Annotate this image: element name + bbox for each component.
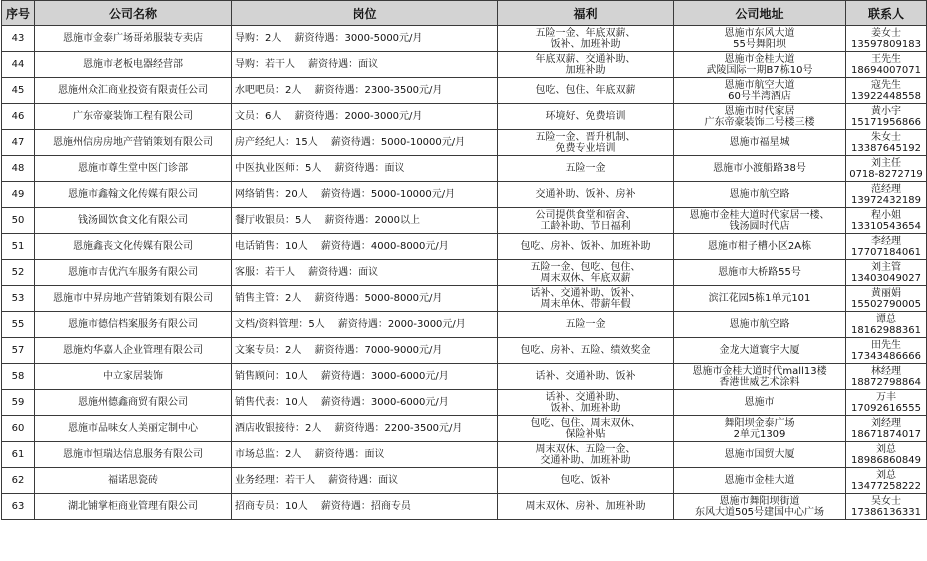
address-cell-line: 恩施市金桂大道时代家居一楼、 — [689, 209, 830, 221]
position-cell: 招商专员：10人 薪资待遇：招商专员 — [232, 494, 498, 520]
address-cell-line: 恩施市国贸大厦 — [724, 449, 795, 460]
welfare-cell-line: 环境好、免费培训 — [545, 111, 626, 122]
address-cell — [674, 260, 846, 286]
header-welfare: 福利 — [498, 1, 674, 26]
contact-cell — [846, 130, 927, 156]
contact-cell-line: 黄丽娟 — [871, 287, 901, 299]
address-cell — [674, 52, 846, 78]
welfare-cell — [498, 312, 674, 338]
table-row — [2, 390, 927, 416]
company-name: 恩施市德信档案服务有限公司 — [35, 312, 232, 338]
position-cell: 中医执业医师：5人 薪资待遇：面议 — [232, 156, 498, 182]
welfare-cell-line: 包吃、房补、五险、绩效奖金 — [520, 345, 651, 356]
contact-cell — [846, 26, 927, 52]
address-cell-line: 恩施市航空路 — [729, 319, 790, 330]
address-cell-line: 恩施市柑子槽小区2A栋 — [707, 241, 812, 252]
contact-cell-line: 万丰 — [876, 391, 896, 403]
company-name: 恩施市鑫翰文化传媒有限公司 — [35, 182, 232, 208]
contact-cell — [846, 260, 927, 286]
contact-cell — [846, 208, 927, 234]
row-index: 45 — [2, 78, 35, 104]
contact-cell — [846, 104, 927, 130]
address-cell — [674, 26, 846, 52]
address-cell — [674, 182, 846, 208]
row-index: 43 — [2, 26, 35, 52]
address-cell-line: 恩施市航空大道 — [724, 79, 795, 91]
welfare-cell-line: 五险一金、包吃、包住、 — [530, 261, 641, 273]
table-row — [2, 364, 927, 390]
welfare-cell-line: 话补、交通补助、饭补、 — [530, 287, 641, 299]
address-cell — [674, 364, 846, 390]
welfare-cell — [498, 234, 674, 260]
position-cell: 电话销售：10人 薪资待遇：4000-8000元/月 — [232, 234, 498, 260]
address-cell-line: 香港世威艺术涂料 — [719, 376, 800, 388]
table-row — [2, 52, 927, 78]
row-index: 57 — [2, 338, 35, 364]
contact-cell-line: 李经理 — [871, 235, 901, 247]
address-cell — [674, 338, 846, 364]
welfare-cell-line: 周末双休、五险一金、 — [535, 443, 636, 455]
row-index: 55 — [2, 312, 35, 338]
welfare-cell-line: 保险补贴 — [565, 428, 606, 440]
contact-cell-line: 18671874017 — [851, 428, 921, 440]
row-index: 59 — [2, 390, 35, 416]
address-cell — [674, 78, 846, 104]
company-name: 恩施市吉优汽车服务有限公司 — [35, 260, 232, 286]
address-cell-line: 恩施市金桂大道时代mall13楼 — [692, 365, 827, 377]
contact-cell-line: 18986860849 — [851, 454, 921, 466]
address-cell — [674, 104, 846, 130]
address-cell-line: 东风大道505号建国中心广场 — [694, 506, 825, 518]
contact-cell — [846, 390, 927, 416]
company-name: 中立家居装饰 — [35, 364, 232, 390]
address-cell-line: 武陵国际一期B7栋10号 — [706, 64, 813, 76]
header-row — [2, 1, 927, 26]
position-cell: 销售代表：10人 薪资待遇：3000-6000元/月 — [232, 390, 498, 416]
contact-cell — [846, 468, 927, 494]
contact-cell-line: 程小姐 — [871, 209, 901, 221]
contact-cell-line: 王先生 — [871, 53, 901, 65]
contact-cell-line: 18872798864 — [851, 376, 921, 388]
table-row — [2, 286, 927, 312]
row-index: 48 — [2, 156, 35, 182]
company-name: 钱汤圆饮食文化有限公司 — [35, 208, 232, 234]
company-name: 恩施鑫丧文化传媒有限公司 — [35, 234, 232, 260]
position-cell: 网络销售：20人 薪资待遇：5000-10000元/月 — [232, 182, 498, 208]
contact-cell — [846, 78, 927, 104]
company-name: 恩施市恒瑞达信息服务有限公司 — [35, 442, 232, 468]
row-index: 53 — [2, 286, 35, 312]
row-index: 62 — [2, 468, 35, 494]
address-cell-line: 恩施市大桥路55号 — [718, 267, 801, 278]
address-cell — [674, 416, 846, 442]
row-index: 50 — [2, 208, 35, 234]
position-cell: 文员：6人 薪资待遇：2000-3000元/月 — [232, 104, 498, 130]
contact-cell-line: 范经理 — [871, 183, 901, 195]
welfare-cell — [498, 78, 674, 104]
table-row — [2, 78, 927, 104]
table-row — [2, 26, 927, 52]
contact-cell — [846, 312, 927, 338]
contact-cell-line: 13310543654 — [851, 220, 921, 232]
contact-cell-line: 13972432189 — [851, 194, 921, 206]
position-cell: 市场总监：2人 薪资待遇：面议 — [232, 442, 498, 468]
welfare-cell-line: 五险一金 — [565, 163, 606, 174]
contact-cell-line: 18162988361 — [851, 324, 921, 336]
contact-cell — [846, 416, 927, 442]
header-index: 序号 — [2, 1, 35, 26]
row-index: 61 — [2, 442, 35, 468]
welfare-cell — [498, 260, 674, 286]
position-cell: 业务经理：若干人 薪资待遇：面议 — [232, 468, 498, 494]
company-name: 恩施灼华嘉人企业管理有限公司 — [35, 338, 232, 364]
table-row — [2, 260, 927, 286]
table-row — [2, 234, 927, 260]
position-cell: 房产经纪人：15人 薪资待遇：5000-10000元/月 — [232, 130, 498, 156]
address-cell — [674, 442, 846, 468]
address-cell-line: 金龙大道寰宇大厦 — [719, 345, 800, 356]
address-cell — [674, 390, 846, 416]
welfare-cell-line: 饭补、加班补助 — [550, 38, 621, 50]
position-cell: 酒店收银接待：2人 薪资待遇：2200-3500元/月 — [232, 416, 498, 442]
address-cell-line: 恩施市舞阳坝街道 — [719, 495, 800, 507]
contact-cell-line: 17343486666 — [851, 350, 921, 362]
table-row — [2, 208, 927, 234]
contact-cell-line: 林经理 — [871, 365, 901, 377]
address-cell-line: 广东帝豪装饰二号楼三楼 — [704, 116, 815, 128]
table-row — [2, 130, 927, 156]
job-listing-table — [1, 0, 927, 520]
contact-cell-line: 刘经理 — [871, 417, 901, 429]
welfare-cell-line: 包吃、包住、周末双休、 — [530, 417, 641, 429]
welfare-cell — [498, 390, 674, 416]
position-cell: 导购：若干人 薪资待遇：面议 — [232, 52, 498, 78]
position-cell: 客服：若干人 薪资待遇：面议 — [232, 260, 498, 286]
welfare-cell-line: 免费专业培训 — [555, 142, 616, 154]
company-name: 恩施市金泰广场哥弟服装专卖店 — [35, 26, 232, 52]
address-cell-line: 滨江花园5栋1单元101 — [708, 293, 811, 304]
contact-cell-line: 谭总 — [876, 313, 896, 325]
table-row — [2, 104, 927, 130]
contact-cell — [846, 338, 927, 364]
row-index: 47 — [2, 130, 35, 156]
address-cell-line: 恩施市航空路 — [729, 189, 790, 200]
contact-cell — [846, 442, 927, 468]
row-index: 52 — [2, 260, 35, 286]
position-cell: 文案专员：2人 薪资待遇：7000-9000元/月 — [232, 338, 498, 364]
contact-cell-line: 13922448558 — [851, 90, 921, 102]
row-index: 44 — [2, 52, 35, 78]
company-name: 恩施市品味女人美丽定制中心 — [35, 416, 232, 442]
address-cell — [674, 312, 846, 338]
address-cell — [674, 208, 846, 234]
contact-cell — [846, 286, 927, 312]
welfare-cell-line: 交通补助、饭补、房补 — [535, 189, 636, 200]
welfare-cell-line: 饭补、加班补助 — [550, 402, 621, 414]
address-cell-line: 恩施市小渡船路38号 — [713, 163, 806, 174]
address-cell-line: 恩施市时代家居 — [724, 105, 795, 117]
company-name: 恩施州信房房地产营销策划有限公司 — [35, 130, 232, 156]
address-cell — [674, 286, 846, 312]
address-cell-line: 2单元1309 — [733, 428, 786, 440]
table-row — [2, 442, 927, 468]
welfare-cell — [498, 156, 674, 182]
contact-cell-line: 17707184061 — [851, 246, 921, 258]
welfare-cell-line: 话补、交通补助、饭补 — [535, 371, 636, 382]
welfare-cell-line: 交通补助、加班补助 — [540, 454, 631, 466]
contact-cell-line: 13597809183 — [851, 38, 921, 50]
position-cell: 销售主管：2人 薪资待遇：5000-8000元/月 — [232, 286, 498, 312]
table-row — [2, 416, 927, 442]
header-contact: 联系人 — [846, 1, 927, 26]
welfare-cell — [498, 416, 674, 442]
table-row — [2, 468, 927, 494]
address-cell — [674, 156, 846, 182]
address-cell-line: 恩施市 — [744, 397, 775, 408]
contact-cell — [846, 364, 927, 390]
contact-cell-line: 田先生 — [871, 339, 901, 351]
welfare-cell-line: 周末双休、年底双薪 — [540, 272, 631, 284]
contact-cell — [846, 494, 927, 520]
position-cell: 文档/资料管理：5人 薪资待遇：2000-3000元/月 — [232, 312, 498, 338]
welfare-cell — [498, 182, 674, 208]
position-cell: 餐厅收银员：5人 薪资待遇：2000以上 — [232, 208, 498, 234]
address-cell-line: 恩施市金桂大道 — [724, 475, 795, 486]
address-cell — [674, 494, 846, 520]
address-cell-line: 恩施市福星城 — [729, 137, 790, 148]
address-cell — [674, 468, 846, 494]
contact-cell-line: 刘总 — [876, 469, 896, 481]
address-cell-line: 恩施市东风大道 — [724, 27, 795, 39]
contact-cell-line: 0718-8272719 — [849, 168, 923, 180]
company-name: 恩施州众汇商业投资有限责任公司 — [35, 78, 232, 104]
table-row — [2, 182, 927, 208]
contact-cell-line: 15171956866 — [851, 116, 921, 128]
header-address: 公司地址 — [674, 1, 846, 26]
welfare-cell-line: 包吃、房补、饭补、加班补助 — [520, 241, 651, 252]
address-cell-line: 舞阳坝金泰广场 — [724, 417, 795, 429]
welfare-cell-line: 五险一金、晋升机制、 — [535, 131, 636, 143]
row-index: 63 — [2, 494, 35, 520]
welfare-cell-line: 周末双休、房补、加班补助 — [525, 501, 646, 512]
contact-cell-line: 刘总 — [876, 443, 896, 455]
welfare-cell-line: 年底双薪、交通补助、 — [535, 53, 636, 65]
row-index: 49 — [2, 182, 35, 208]
position-cell: 水吧吧员：2人 薪资待遇：2300-3500元/月 — [232, 78, 498, 104]
company-name: 恩施市老板电器经营部 — [35, 52, 232, 78]
header-position: 岗位 — [232, 1, 498, 26]
contact-cell — [846, 182, 927, 208]
contact-cell — [846, 52, 927, 78]
address-cell-line: 55号舞阳坝 — [733, 38, 786, 50]
welfare-cell — [498, 468, 674, 494]
row-index: 60 — [2, 416, 35, 442]
welfare-cell-line: 工龄补助、节日福利 — [540, 220, 631, 232]
welfare-cell — [498, 208, 674, 234]
company-name: 恩施州德鑫商贸有限公司 — [35, 390, 232, 416]
company-name: 广东帝豪装饰工程有限公司 — [35, 104, 232, 130]
contact-cell-line: 13387645192 — [851, 142, 921, 154]
contact-cell-line: 刘主任 — [871, 157, 901, 169]
welfare-cell-line: 周末单休、带薪年假 — [540, 298, 631, 310]
welfare-cell — [498, 494, 674, 520]
company-name: 恩施市中昇房地产营销策划有限公司 — [35, 286, 232, 312]
contact-cell — [846, 234, 927, 260]
welfare-cell-line: 话补、交通补助、 — [545, 391, 626, 403]
welfare-cell — [498, 286, 674, 312]
table-row — [2, 156, 927, 182]
contact-cell — [846, 156, 927, 182]
welfare-cell-line: 五险一金 — [565, 319, 606, 330]
company-name: 福诺思瓷砖 — [35, 468, 232, 494]
welfare-cell-line: 包吃、饭补 — [560, 475, 611, 486]
contact-cell-line: 13477258222 — [851, 480, 921, 492]
company-name: 湖北铺掌柜商业管理有限公司 — [35, 494, 232, 520]
welfare-cell-line: 加班补助 — [565, 64, 606, 76]
welfare-cell — [498, 442, 674, 468]
address-cell-line: 60号半湾酒店 — [728, 90, 791, 102]
contact-cell-line: 刘主管 — [871, 261, 901, 273]
row-index: 51 — [2, 234, 35, 260]
contact-cell-line: 17386136331 — [851, 506, 921, 518]
welfare-cell-line: 公司提供食堂和宿舍、 — [535, 209, 636, 221]
welfare-cell-line: 五险一金、年底双薪、 — [535, 27, 636, 39]
address-cell-line: 恩施市金桂大道 — [724, 53, 795, 65]
contact-cell-line: 18694007071 — [851, 64, 921, 76]
table-row — [2, 494, 927, 520]
header-company: 公司名称 — [35, 1, 232, 26]
address-cell-line: 钱汤圆时代店 — [729, 220, 790, 232]
company-name: 恩施市尊生堂中医门诊部 — [35, 156, 232, 182]
table-row — [2, 312, 927, 338]
table-row — [2, 338, 927, 364]
welfare-cell-line: 包吃、包住、年底双薪 — [535, 85, 636, 96]
position-cell: 导购：2人 薪资待遇：3000-5000元/月 — [232, 26, 498, 52]
row-index: 58 — [2, 364, 35, 390]
address-cell — [674, 234, 846, 260]
contact-cell-line: 13403049027 — [851, 272, 921, 284]
welfare-cell — [498, 364, 674, 390]
welfare-cell — [498, 26, 674, 52]
contact-cell-line: 姜女士 — [871, 27, 901, 39]
row-index: 46 — [2, 104, 35, 130]
address-cell — [674, 130, 846, 156]
position-cell: 销售顾问：10人 薪资待遇：3000-6000元/月 — [232, 364, 498, 390]
contact-cell-line: 黄小宇 — [871, 105, 901, 117]
contact-cell-line: 15502790005 — [851, 298, 921, 310]
welfare-cell — [498, 104, 674, 130]
contact-cell-line: 17092616555 — [851, 402, 921, 414]
welfare-cell — [498, 52, 674, 78]
welfare-cell — [498, 130, 674, 156]
welfare-cell — [498, 338, 674, 364]
contact-cell-line: 吴女士 — [871, 495, 901, 507]
contact-cell-line: 朱女士 — [871, 131, 901, 143]
contact-cell-line: 寇先生 — [871, 79, 901, 91]
